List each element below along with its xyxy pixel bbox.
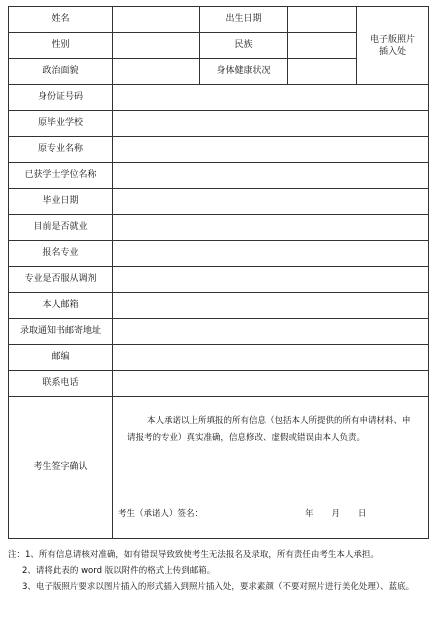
application-form [8,6,428,543]
postcode-label: 邮编 [9,345,113,371]
note-1: 注：1、所有信息请核对准确，如有错误导致致使考生无法报名及录取，所有责任由考生本人承担。 [8,550,379,560]
day-label: 日 [358,509,367,519]
birth-date-label: 出生日期 [200,7,288,33]
health-status-field[interactable] [288,59,357,85]
political-status-field[interactable] [113,59,200,85]
health-status-label: 身体健康状况 [200,59,288,85]
gender-field[interactable] [113,33,200,59]
employment-field[interactable] [113,215,429,241]
graduation-date-field[interactable] [113,189,429,215]
ethnicity-field[interactable] [288,33,357,59]
note-3: 3、电子版照片要求以图片插入的形式插入到照片插入处，要求素颜（不要对照片进行美化处理）、蓝底。 [22,582,415,592]
phone-label: 联系电话 [9,371,113,397]
phone-field[interactable] [113,371,429,397]
political-status-label: 政治面貌 [9,59,113,85]
applied-major-label: 报名专业 [9,241,113,267]
degree-name-field[interactable] [113,163,429,189]
month-label: 月 [331,509,341,519]
adjustment-label: 专业是否服从调剂 [9,267,113,293]
applied-major-field[interactable] [113,241,429,267]
id-number-field[interactable] [113,85,429,111]
name-label: 姓名 [9,7,113,33]
photo-label-line1: 电子版照片 [369,34,415,45]
employment-label: 目前是否就业 [9,215,113,241]
email-field[interactable] [113,293,429,319]
ethnicity-label: 民族 [200,33,288,59]
id-number-label: 身份证号码 [9,85,113,111]
adjustment-field[interactable] [113,267,429,293]
note-2: 2、请将此表的 word 版以附件的格式上传到邮箱。 [22,566,216,576]
degree-name-label: 已获学士学位名称 [9,163,113,189]
notes [8,547,428,595]
signer-label: 考生（承诺人）签名： [118,509,204,519]
photo-slot[interactable] [357,7,429,85]
signature-label: 考生签字确认 [9,397,113,539]
photo-label-line2: 插入处 [378,46,406,57]
graduate-school-field[interactable] [113,111,429,137]
signature-line [118,509,367,520]
name-field[interactable] [113,7,200,33]
declaration-text: 本人承诺以上所填报的所有信息（包括本人所提供的所有申请材料、申请报考的专业）真实准确，信息修改、虚假或错误由本人负责。 [127,416,411,443]
birth-date-field[interactable] [288,7,357,33]
mailing-address-field[interactable] [113,319,429,345]
year-label: 年 [305,509,314,519]
email-label: 本人邮箱 [9,293,113,319]
graduate-school-label: 原毕业学校 [9,111,113,137]
graduation-date-label: 毕业日期 [9,189,113,215]
declaration-cell[interactable] [113,397,429,539]
form-table [8,6,429,539]
postcode-field[interactable] [113,345,429,371]
mailing-address-label: 录取通知书邮寄地址 [9,319,113,345]
major-name-field[interactable] [113,137,429,163]
gender-label: 性别 [9,33,113,59]
major-name-label: 原专业名称 [9,137,113,163]
